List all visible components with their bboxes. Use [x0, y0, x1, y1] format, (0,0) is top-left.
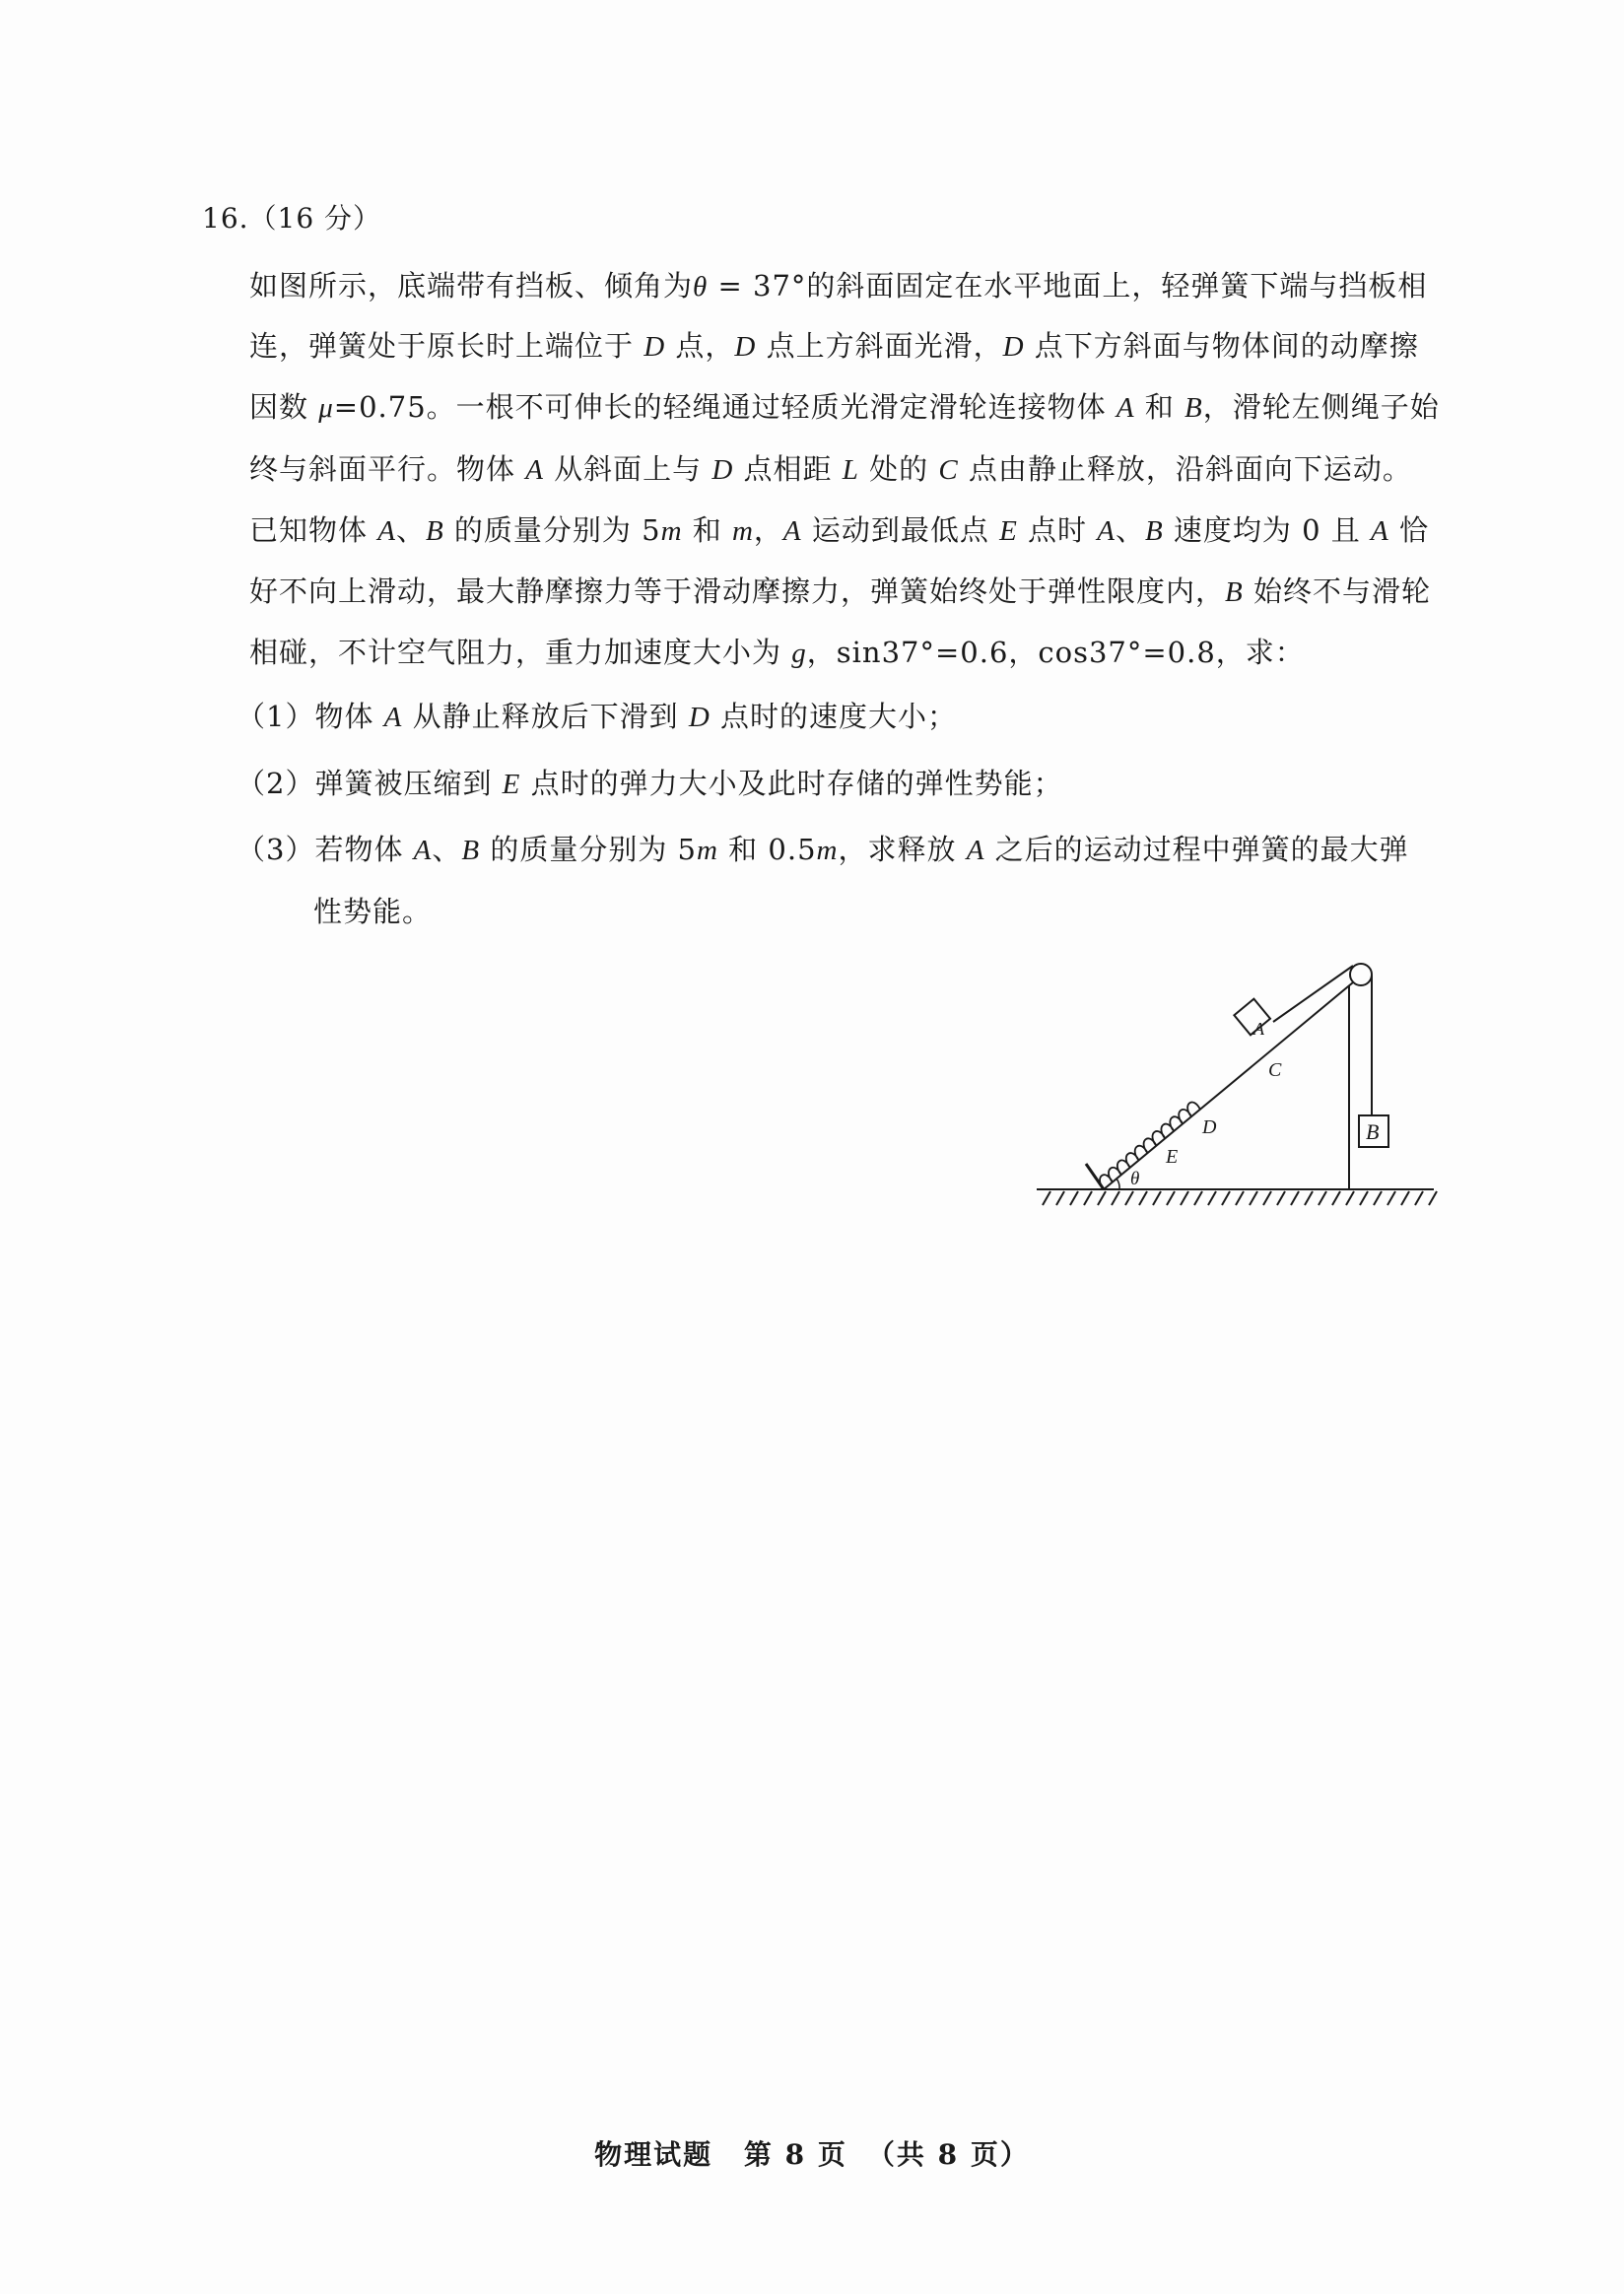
text-run: 点时	[1017, 513, 1098, 547]
text-run: 从静止释放后下滑到	[402, 700, 689, 733]
page-footer	[0, 2133, 1624, 2173]
label-point-e: E	[1166, 1146, 1179, 1168]
text-run: 的质量分别为 5	[443, 513, 661, 547]
text-run: = 37°的斜面固定在水平地面上，轻弹簧下端与挡板相	[708, 269, 1428, 303]
math-symbol: A	[413, 835, 433, 866]
math-symbol: μ	[318, 392, 334, 424]
math-symbol: C	[938, 454, 959, 486]
math-symbol: A	[1097, 515, 1116, 547]
hatch-mark	[1181, 1191, 1188, 1205]
text-run: 处的	[858, 452, 939, 486]
sub-question-3-continuation: 性势能。	[313, 895, 433, 928]
math-symbol: B	[425, 515, 444, 547]
hatch-mark	[1153, 1191, 1161, 1205]
text-run: （3）若物体	[237, 833, 414, 866]
math-symbol: m	[660, 515, 683, 547]
text-run: =0.75。一根不可伸长的轻绳通过轻质光滑定滑轮连接物体	[333, 390, 1116, 424]
sub-question-1	[237, 697, 957, 737]
math-symbol: D	[711, 454, 734, 486]
hatch-mark	[1043, 1191, 1050, 1205]
text-run: 、	[1115, 513, 1145, 547]
text-run: 相碰，不计空气阻力，重力加速度大小为	[249, 636, 792, 669]
text-run: ，sin37°=0.6，cos37°=0.8，求：	[806, 636, 1305, 669]
hatch-mark	[1401, 1191, 1409, 1205]
math-symbol: D	[643, 331, 666, 363]
hatch-mark	[1125, 1191, 1133, 1205]
math-symbol: D	[734, 331, 757, 363]
text-run: 因数	[249, 390, 319, 424]
hatch-mark	[1167, 1191, 1175, 1205]
text-run: 、	[432, 833, 462, 866]
stem-line	[249, 387, 1440, 428]
label-point-d: D	[1202, 1116, 1217, 1138]
math-symbol: m	[697, 835, 718, 866]
text-run: 连，弹簧处于原长时上端位于	[249, 329, 644, 363]
text-run: 点下方斜面与物体间的动摩擦	[1024, 329, 1419, 363]
hatch-mark	[1236, 1191, 1244, 1205]
incline-surface	[1104, 982, 1353, 1189]
hatch-mark	[1291, 1191, 1299, 1205]
math-symbol: m	[731, 515, 754, 547]
text-run: ，滑轮左侧绳子始	[1202, 390, 1440, 424]
text-run: 运动到最低点	[801, 513, 1000, 547]
angle-arc	[1116, 1179, 1119, 1189]
sub-question-2	[237, 764, 1063, 804]
hatch-mark	[1222, 1191, 1230, 1205]
hatch-mark	[1084, 1191, 1092, 1205]
math-symbol: m	[816, 835, 839, 866]
hatch-mark	[1415, 1191, 1423, 1205]
math-symbol: E	[999, 515, 1018, 547]
text-run: 、	[395, 513, 426, 547]
text-run: 点相距	[733, 452, 843, 486]
label-block-a: A	[1253, 1019, 1264, 1039]
pulley	[1350, 964, 1372, 985]
text-run: 已知物体	[249, 513, 378, 547]
math-symbol: A	[782, 515, 802, 547]
math-symbol: B	[1144, 515, 1164, 547]
question-header	[202, 199, 381, 238]
math-symbol: D	[1002, 331, 1025, 363]
text-run: 点时的弹力大小及此时存储的弹性势能；	[520, 767, 1063, 800]
hatch-mark	[1346, 1191, 1354, 1205]
hatch-mark	[1263, 1191, 1271, 1205]
hatch-mark	[1429, 1191, 1437, 1205]
hatch-mark	[1098, 1191, 1106, 1205]
label-block-b: B	[1366, 1119, 1380, 1144]
hatch-mark	[1374, 1191, 1382, 1205]
math-symbol: A	[966, 835, 985, 866]
text-run: 点时的速度大小；	[710, 700, 957, 733]
label-angle-theta: θ	[1130, 1169, 1140, 1189]
math-symbol: E	[502, 769, 521, 800]
math-symbol: A	[377, 515, 396, 547]
math-symbol: θ	[693, 271, 709, 303]
text-run: （1）物体	[237, 700, 384, 733]
hatch-mark	[1070, 1191, 1078, 1205]
text-run: 好不向上滑动，最大静摩擦力等于滑动摩擦力，弹簧始终处于弹性限度内，	[249, 574, 1226, 608]
hatch-mark	[1112, 1191, 1119, 1205]
math-symbol: B	[1184, 392, 1203, 424]
hatch-mark	[1139, 1191, 1147, 1205]
footer-total: （共 8 页）	[866, 2138, 1030, 2171]
text-run: （2）弹簧被压缩到	[237, 767, 503, 800]
math-symbol: A	[383, 702, 403, 733]
text-run: 速度均为 0 且	[1163, 513, 1372, 547]
text-run: 点，	[665, 329, 735, 363]
rope-to-a	[1273, 966, 1353, 1022]
hatch-mark	[1056, 1191, 1064, 1205]
text-run: 和	[1134, 390, 1185, 424]
footer-subject: 物理试题	[594, 2138, 713, 2171]
text-run: 点由静止释放，沿斜面向下运动。	[958, 452, 1412, 486]
text-run: 和	[682, 513, 732, 547]
ground-hatching	[1043, 1191, 1437, 1205]
hatch-mark	[1194, 1191, 1202, 1205]
hatch-mark	[1250, 1191, 1257, 1205]
math-symbol: B	[461, 835, 481, 866]
text-run: 从斜面上与	[543, 452, 712, 486]
math-symbol: A	[525, 454, 544, 486]
stem-line	[249, 572, 1431, 612]
text-run: 和 0.5	[717, 833, 817, 866]
text-run: ，	[753, 513, 783, 547]
label-point-c: C	[1268, 1059, 1282, 1081]
text-run: ，求释放	[838, 833, 967, 866]
stem-line	[249, 633, 1305, 673]
block-a	[1234, 999, 1270, 1036]
text-run: 之后的运动过程中弹簧的最大弹	[984, 833, 1409, 866]
hatch-mark	[1387, 1191, 1395, 1205]
question-points: （16 分）	[248, 202, 382, 235]
math-symbol: B	[1225, 576, 1244, 608]
incline-diagram	[1025, 956, 1449, 1212]
hatch-mark	[1360, 1191, 1368, 1205]
text-run: 的质量分别为 5	[480, 833, 698, 866]
hatch-mark	[1208, 1191, 1216, 1205]
text-run: 如图所示，底端带有挡板、倾角为	[249, 269, 694, 303]
math-symbol: g	[791, 638, 807, 669]
text-run: 恰	[1388, 513, 1429, 547]
text-run: 终与斜面平行。物体	[249, 452, 526, 486]
text-run: 始终不与滑轮	[1243, 574, 1431, 608]
spring	[1100, 1103, 1200, 1189]
math-symbol: D	[688, 702, 710, 733]
hatch-mark	[1319, 1191, 1326, 1205]
stem-line	[249, 449, 1412, 490]
footer-page: 第 8 页	[743, 2138, 847, 2171]
hatch-mark	[1332, 1191, 1340, 1205]
math-symbol: L	[842, 454, 859, 486]
hatch-mark	[1305, 1191, 1313, 1205]
hatch-mark	[1277, 1191, 1285, 1205]
math-symbol: A	[1371, 515, 1389, 547]
stem-line	[249, 510, 1429, 551]
stem-line	[249, 326, 1419, 367]
math-symbol: A	[1116, 392, 1135, 424]
stem-line	[249, 266, 1427, 306]
text-run: 点上方斜面光滑，	[756, 329, 1003, 363]
sub-question-3	[237, 830, 1409, 870]
question-number: 16.	[202, 202, 249, 235]
